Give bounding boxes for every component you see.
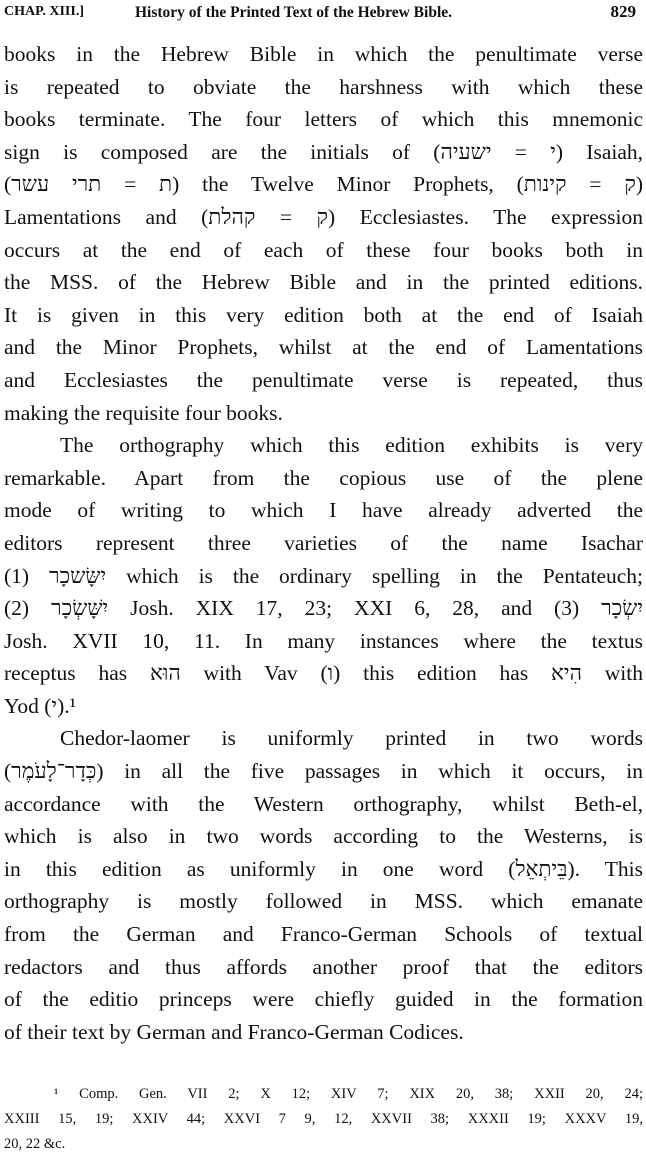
text-line: and Ecclesiastes the penultimate verse is repeated, thus bbox=[4, 367, 643, 392]
text-line: is repeated to obviate the harshness with which these bbox=[4, 74, 643, 99]
text-line: Josh. XVII 10, 11. In many instances where the textus bbox=[4, 628, 643, 653]
text-line: of their text by German and Franco-German Codices. bbox=[4, 1019, 464, 1044]
text-line: accordance with the Western orthography, whilst Beth-el, bbox=[4, 791, 643, 816]
text-line: sign is composed are the initials of (י = ישעיה) Isaiah, bbox=[4, 139, 643, 164]
text-line: receptus has הוּא with Vav (ו) this edition has הִיא with bbox=[4, 661, 643, 686]
text-line: of the editio princeps were chiefly guided in the formation bbox=[4, 987, 643, 1012]
text-line: (1) יִשָּׂשכָר which is the ordinary spelling in the Pentateuch; bbox=[4, 563, 643, 588]
footnote-line: 20, 22 &c. bbox=[4, 1136, 66, 1152]
text-line: books terminate. The four letters of which this mnemonic bbox=[4, 107, 643, 132]
text-line: (כְּדָר־לָעֹמֶר) in all the five passages in which it occurs, in bbox=[4, 759, 643, 784]
chapter-label: CHAP. XIII.] bbox=[4, 4, 84, 19]
footnote-line: ¹ Comp. Gen. VII 2; X 12; XIV 7; XIX 20, 38; XXII 20, 24; bbox=[54, 1086, 643, 1102]
footnote-line: XXIII 15, 19; XXIV 44; XXVI 7 9, 12, XXVII 38; XXXII 19; XXXV 19, bbox=[4, 1111, 643, 1127]
text-line: occurs at the end of each of these four books both in bbox=[4, 237, 643, 262]
text-line: orthography is mostly followed in MSS. which emanate bbox=[4, 889, 643, 914]
text-line: Yod (י).¹ bbox=[4, 693, 77, 718]
text-line: which is also in two words according to the Westerns, is bbox=[4, 824, 643, 849]
paragraph-start-line: Chedor-laomer is uniformly printed in two words bbox=[60, 726, 643, 751]
text-line: remarkable. Apart from the copious use of the plene bbox=[4, 465, 643, 490]
paragraph-start-line: The orthography which this edition exhibits is very bbox=[60, 433, 643, 458]
text-line: the MSS. of the Hebrew Bible and in the printed editions. bbox=[4, 270, 643, 295]
running-header bbox=[4, 2, 636, 24]
text-line: making the requisite four books. bbox=[4, 400, 283, 425]
page-number: 829 bbox=[610, 2, 636, 21]
text-line: editors represent three varieties of the name Isachar bbox=[4, 530, 643, 555]
text-line: in this edition as uniformly in one word (בֵּיתְאֵל). This bbox=[4, 856, 643, 881]
main-text bbox=[4, 38, 643, 1048]
text-line: books in the Hebrew Bible in which the penultimate verse bbox=[4, 42, 643, 66]
running-title: History of the Printed Text of the Hebrew Bible. bbox=[135, 4, 453, 21]
text-line: (ת = תרי עשר) the Twelve Minor Prophets, (ק = קינות) bbox=[4, 172, 643, 197]
text-line: (2) יִשָּׁשְׂכָר Josh. XIX 17, 23; XXI 6, 28, and (3) יִשְׂכָר bbox=[4, 596, 643, 621]
text-line: from the German and Franco-German Schools of textual bbox=[4, 922, 643, 947]
text-line: Lamentations and (ק = קהלת) Ecclesiastes. The expression bbox=[4, 204, 643, 229]
text-line: mode of writing to which I have already adverted the bbox=[4, 498, 643, 523]
text-line: redactors and thus affords another proof that the editors bbox=[4, 954, 643, 979]
text-line: It is given in this very edition both at the end of Isaiah bbox=[4, 302, 643, 327]
footnote bbox=[4, 1082, 643, 1157]
text-line: and the Minor Prophets, whilst at the end of Lamentations bbox=[4, 335, 643, 360]
